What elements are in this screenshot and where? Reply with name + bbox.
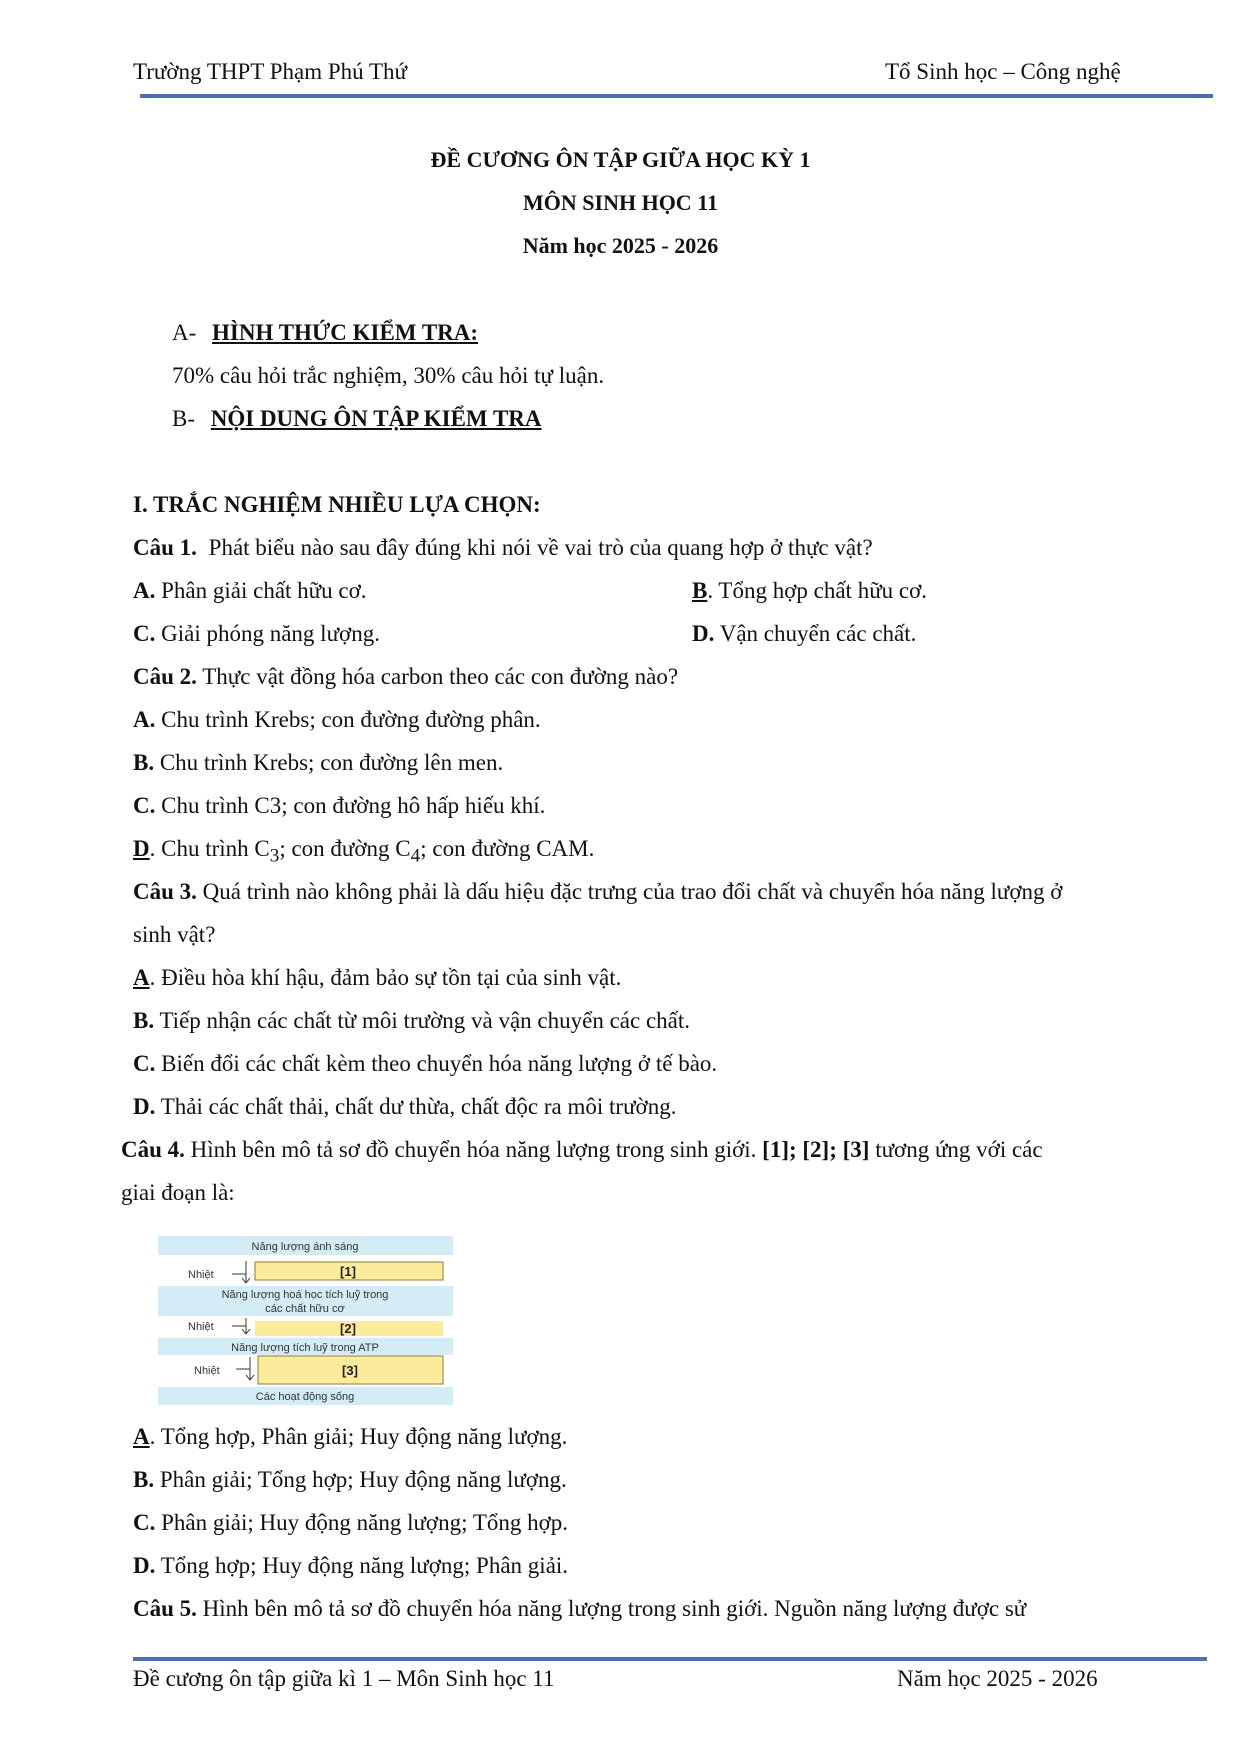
q3-text: Quá trình nào không phải là dấu hiệu đặc trưng của trao đổi chất và chuyển hóa năng lượng ở: [202, 879, 1063, 904]
diagram-heat-label: Nhiệt: [188, 1321, 214, 1333]
diagram-tag: [3]: [342, 1363, 358, 1378]
q4-text: tương ứng với các: [875, 1137, 1043, 1162]
q2-option-b: [133, 750, 503, 776]
diagram-tag: [2]: [340, 1321, 356, 1336]
diagram-heat-label: Nhiệt: [194, 1365, 220, 1377]
arrow-icon: [236, 1357, 250, 1380]
q4-text-cont: giai đoạn là:: [121, 1180, 235, 1205]
q1-option-a: [133, 578, 367, 604]
option-label: A.: [133, 707, 156, 732]
q2-text: Thực vật đồng hóa carbon theo các con đường nào?: [202, 664, 679, 689]
option-label-correct: A: [133, 1424, 150, 1449]
option-text: Chu trình Krebs; con đường lên men.: [159, 750, 504, 775]
option-label-correct: B: [692, 578, 708, 603]
option-label-correct: A: [133, 965, 150, 990]
option-label: D.: [692, 621, 715, 646]
option-text: Chu trình Krebs; con đường đường phân.: [161, 707, 541, 732]
section-b-title: NỘI DUNG ÔN TẬP KIỂM TRA: [210, 406, 542, 431]
question-3: [133, 879, 1062, 905]
q1-option-b: [692, 578, 927, 604]
diagram-label: Năng lượng ánh sáng: [251, 1241, 359, 1253]
q3-text-cont: sinh vật?: [133, 922, 216, 947]
diagram-heat-label: Nhiệt: [188, 1269, 214, 1281]
doc-subject: MÔN SINH HỌC 11: [523, 190, 718, 215]
section-b-heading: [172, 406, 542, 432]
option-text: . Chu trình C: [149, 836, 270, 861]
option-label-correct: D: [133, 836, 150, 861]
energy-conversion-diagram: [158, 1236, 453, 1406]
q2-option-a: [133, 707, 541, 733]
diagram-label: Năng lượng tích luỹ trong ATP: [231, 1342, 379, 1354]
option-text: Tổng hợp; Huy động năng lượng; Phân giải.: [160, 1553, 569, 1578]
doc-title: ĐỀ CƯƠNG ÔN TẬP GIỮA HỌC KỲ 1: [430, 147, 811, 172]
option-label: B.: [133, 1008, 155, 1033]
option-label: C.: [133, 621, 156, 646]
q4-option-b: [133, 1467, 567, 1493]
option-label: B.: [133, 750, 155, 775]
option-text: Thải các chất thải, chất dư thừa, chất độc ra môi trường.: [160, 1094, 677, 1119]
option-text: Phân giải; Tổng hợp; Huy động năng lượng.: [159, 1467, 567, 1492]
section-b-prefix: B-: [172, 406, 195, 431]
q4-label: Câu 4.: [121, 1137, 185, 1162]
option-label: D.: [133, 1094, 156, 1119]
q3-label: Câu 3.: [133, 879, 197, 904]
question-2: [133, 664, 678, 690]
option-label: C.: [133, 793, 156, 818]
header-rule: [140, 94, 1213, 98]
subscript: 3: [269, 845, 280, 867]
q3-option-b: [133, 1008, 690, 1034]
option-text: . Tổng hợp, Phân giải; Huy động năng lượng.: [149, 1424, 568, 1449]
q1-option-d: [692, 621, 916, 647]
section-a-body: 70% câu hỏi trắc nghiệm, 30% câu hỏi tự luận.: [172, 363, 605, 388]
question-4: [121, 1137, 1043, 1163]
option-text: Vận chuyển các chất.: [719, 621, 917, 646]
q2-option-d: [133, 836, 594, 868]
q4-text: Hình bên mô tả sơ đồ chuyển hóa năng lượng trong sinh giới.: [190, 1137, 757, 1162]
q2-option-c: [133, 793, 545, 819]
option-text: Phân giải chất hữu cơ.: [161, 578, 367, 603]
option-label: A.: [133, 578, 156, 603]
option-label: B.: [133, 1467, 155, 1492]
footer-title: Đề cương ôn tập giữa kì 1 – Môn Sinh học 11: [133, 1666, 555, 1691]
option-label: D.: [133, 1553, 156, 1578]
q5-label: Câu 5.: [133, 1596, 197, 1621]
option-text: Giải phóng năng lượng.: [161, 621, 380, 646]
diagram-label: Các hoạt động sống: [255, 1391, 355, 1403]
option-text: ; con đường CAM.: [420, 836, 595, 861]
q1-option-c: [133, 621, 380, 647]
q4-option-a: [133, 1424, 567, 1450]
q1-label: Câu 1.: [133, 535, 197, 560]
q1-text: Phát biểu nào sau đây đúng khi nói về vai trò của quang hợp ở thực vật?: [208, 535, 873, 560]
option-text: . Tổng hợp chất hữu cơ.: [707, 578, 928, 603]
footer-rule: [133, 1657, 1207, 1661]
diagram-tag: [1]: [340, 1264, 356, 1279]
header-school: Trường THPT Phạm Phú Thứ: [133, 59, 407, 84]
option-text: Tiếp nhận các chất từ môi trường và vận chuyển các chất.: [159, 1008, 690, 1033]
question-5: [133, 1596, 1026, 1622]
q4-tags: [1]; [2]; [3]: [762, 1137, 870, 1162]
option-text: Phân giải; Huy động năng lượng; Tổng hợp.: [161, 1510, 569, 1535]
option-label: C.: [133, 1510, 156, 1535]
diagram-label: Năng lượng hoá học tích luỹ trong: [221, 1289, 389, 1301]
q2-label: Câu 2.: [133, 664, 197, 689]
diagram-label: các chất hữu cơ: [265, 1303, 345, 1315]
option-text: ; con đường C: [279, 836, 411, 861]
q4-option-c: [133, 1510, 568, 1536]
arrow-icon: [232, 1261, 246, 1282]
doc-year: Năm học 2025 - 2026: [522, 233, 719, 258]
section-a-title: HÌNH THỨC KIỂM TRA:: [212, 320, 479, 345]
header-department: Tổ Sinh học – Công nghệ: [885, 59, 1121, 84]
section-a-heading: [172, 320, 478, 346]
part1-heading: I. TRẮC NGHIỆM NHIỀU LỰA CHỌN:: [133, 492, 541, 517]
option-text: . Điều hòa khí hậu, đảm bảo sự tồn tại của sinh vật.: [149, 965, 622, 990]
question-1: [133, 535, 873, 561]
q3-option-c: [133, 1051, 717, 1077]
q5-text: Hình bên mô tả sơ đồ chuyển hóa năng lượng trong sinh giới. Nguồn năng lượng được sử: [202, 1596, 1027, 1621]
option-label: C.: [133, 1051, 156, 1076]
q3-option-a: [133, 965, 621, 991]
option-text: Chu trình C3; con đường hô hấp hiếu khí.: [161, 793, 546, 818]
q4-option-d: [133, 1553, 568, 1579]
option-text: Biến đổi các chất kèm theo chuyển hóa năng lượng ở tế bào.: [161, 1051, 718, 1076]
footer-year: Năm học 2025 - 2026: [897, 1666, 1098, 1691]
subscript: 4: [410, 845, 421, 867]
section-a-prefix: A-: [172, 320, 197, 345]
q3-option-d: [133, 1094, 676, 1120]
